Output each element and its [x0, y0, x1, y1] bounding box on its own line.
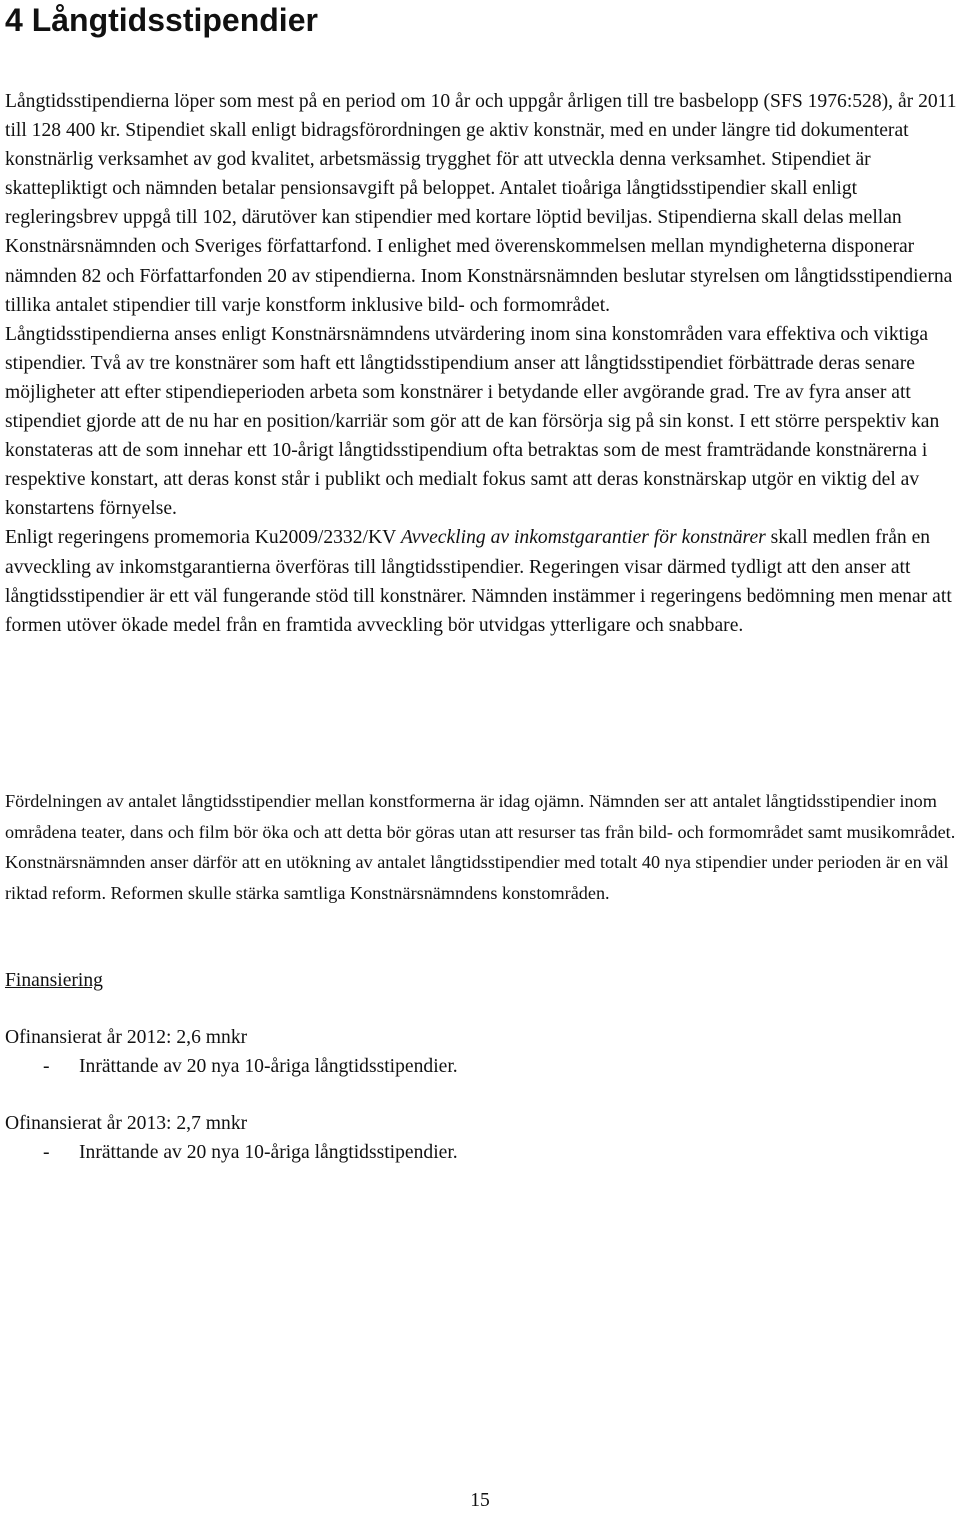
list-dash: -: [43, 1056, 50, 1077]
section-heading: 4 Långtidsstipendier: [5, 2, 318, 38]
list-dash: -: [43, 1142, 50, 1163]
finance-group-title: Ofinansierat år 2013: 2,7 mnkr: [5, 1113, 248, 1134]
finance-group-2012: [5, 1023, 957, 1081]
main-paragraph-part2: Långtidsstipendierna anses enligt Konstnärsnämndens utvärdering inom sina konstområden vara effektiva och viktiga stipendier. Två av tre konstnärer som haft ett långtidsstipendium anser att långtidsstipendiet förbättrade deras senare möjligheter att efter stipendieperioden arbeta som konstnärer i betydande eller avgörande grad. Tre av fyra anser att stipendiet gjorde att de nu har en position/karriär som gör att de kan försörja sig på sin konst. I ett större perspektiv kan konstateras att de som innehar ett 10-årigt långtidsstipendium ofta betraktas som de mest framträdande konstnärerna i respektive konstart, att deras konst står i publikt och medialt fokus samt att deras konstnärskap utgör en viktig del av konstartens förnyelse.: [5, 323, 940, 520]
finance-section: [5, 966, 957, 1195]
finance-item-text: Inrättande av 20 nya 10-åriga långtidsstipendier.: [79, 1142, 458, 1163]
finance-list-item: [5, 1052, 957, 1081]
page-number: 15: [470, 1490, 490, 1511]
memo-title-italic: Avveckling av inkomstgarantier för konstnärer: [400, 527, 766, 549]
main-paragraph: [5, 87, 957, 640]
finance-list-item: [5, 1138, 957, 1167]
finance-heading: Finansiering: [5, 970, 103, 991]
finance-item-text: Inrättande av 20 nya 10-åriga långtidsstipendier.: [79, 1056, 458, 1077]
main-paragraph-part1: Långtidsstipendierna löper som mest på en period om 10 år och uppgår årligen till tre basbelopp (SFS 1976:528), år 2011 till 128 400 kr. Stipendiet skall enligt bidragsförordningen ge aktiv konstnär, med en under längre tid dokumenterat konstnärlig verksamhet av god kvalitet, arbetsmässig trygghet för att utveckla denna verksamhet. Stipendiet är skattepliktigt och nämnden betalar pensionsavgift på beloppet. Antalet tioåriga långtidsstipendier skall enligt regleringsbrev uppgå till 102, därutöver kan stipendier med kortare löptid beviljas. Stipendierna skall delas mellan Konstnärsnämnden och Sveriges författarfond. I enlighet med överenskommelsen mellan myndigheterna disponerar nämnden 82 och Författarfonden 20 av stipendierna. Inom Konstnärsnämnden beslutar styrelsen om långtidsstipendierna tillika antalet stipendier till varje konstform inklusive bild- och formområdet.: [5, 91, 957, 316]
main-paragraph-part3-end: skall medlen från en avveckling av inkomstgarantierna överföras till långtidsstipendier. Regeringen visar därmed tydligt att den anser att långtidsstipendier är ett väl fungerande stöd till konstnärer. Nämnden instämmer i regeringens bedömning men menar att formen utöver ökade medel från en framtida avveckling bör utvidgas ytterligare och snabbare.: [5, 527, 952, 636]
finance-group-2013: [5, 1109, 957, 1167]
main-paragraph-part3-start: Enligt regeringens promemoria Ku2009/2332/KV: [5, 527, 401, 549]
distribution-paragraph: Fördelningen av antalet långtidsstipendier mellan konstformerna är idag ojämn. Nämnden ser att antalet långtidsstipendier inom områdena teater, dans och film bör öka och att detta bör göras utan att resurser tas från bild- och formområdet samt musikområdet. Konstnärsnämnden anser därför att en utökning av antalet långtidsstipendier med totalt 40 nya stipendier under perioden är en väl riktad reform. Reformen skulle stärka samtliga Konstnärsnämndens konstområden.: [5, 791, 956, 903]
finance-group-title: Ofinansierat år 2012: 2,6 mnkr: [5, 1027, 248, 1048]
